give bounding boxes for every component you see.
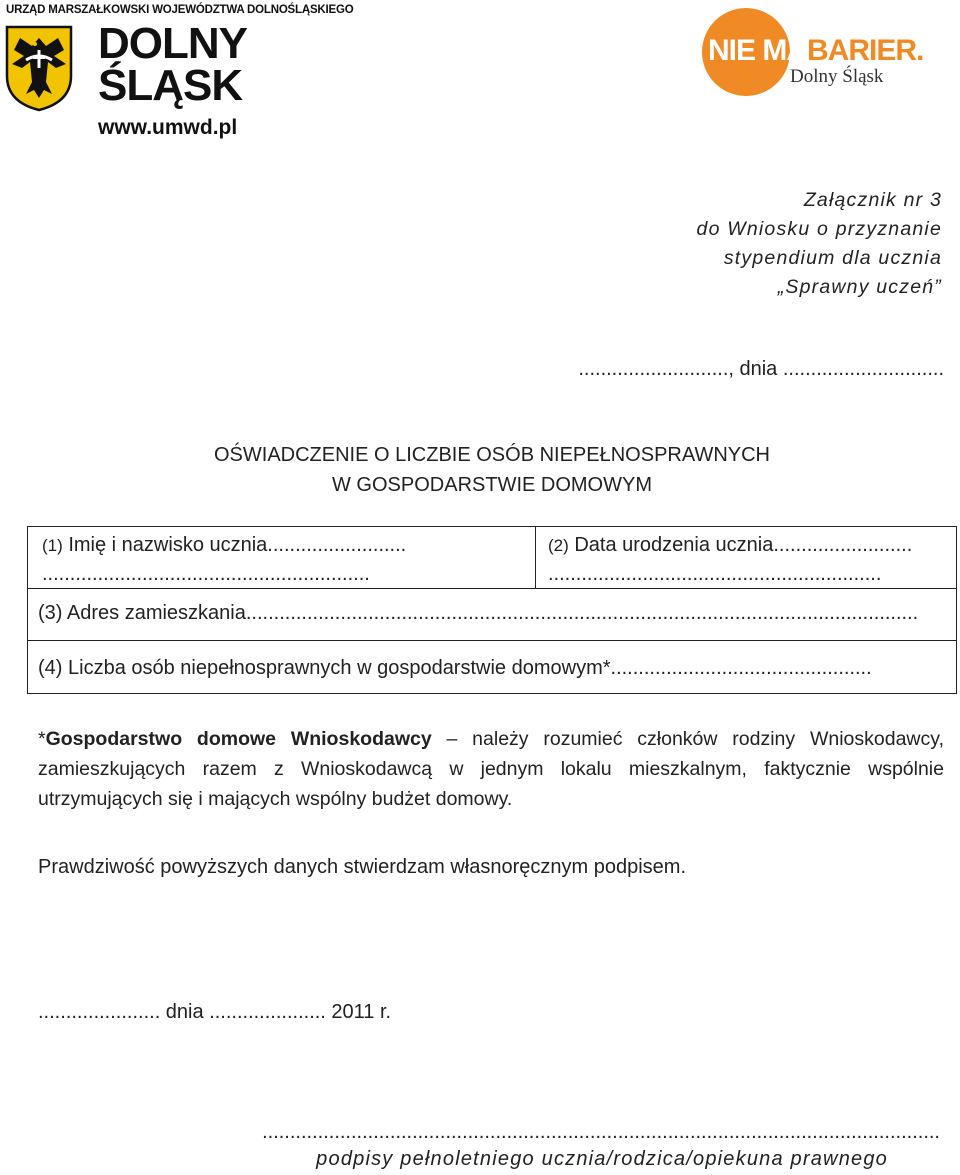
field-disabled-count[interactable]: (4) Liczba osób niepełnosprawnych w gospodarstwie domowym*...............................................	[38, 657, 872, 679]
attachment-line3: stypendium dla ucznia	[723, 247, 942, 269]
field2-number: (2)	[548, 536, 569, 555]
attachment-line4: „Sprawny uczeń”	[777, 276, 942, 298]
truth-statement: Prawdziwość powyższych danych stwierdzam własnoręcznym podpisem.	[38, 856, 687, 878]
field-birthdate-continuation[interactable]: ............................................................	[548, 563, 882, 585]
title-line1: OŚWIADCZENIE O LICZBIE OSÓB NIEPEŁNOSPRAWNYCH	[213, 444, 770, 466]
field1-text: Imię i nazwisko ucznia.........................	[68, 534, 407, 556]
campaign-logo-subtitle: Dolny Śląsk	[790, 66, 884, 87]
signature-line[interactable]: ..........................................................................................................................	[262, 1121, 940, 1143]
footnote-text: – należy rozumieć członków rodziny Wnioskodawcy, zamieszkujących razem z Wnioskodawcą w jednym lokalu mieszkalnym, faktycznie wspólnie utrzymujących się i mających wspólny budżet domowy.	[38, 728, 944, 810]
campaign-logo-part1: NIE MA	[708, 34, 807, 67]
logo-line2: ŚLĄSK	[98, 61, 243, 110]
eagle-coat-of-arms-icon	[4, 24, 74, 112]
dolny-slask-logo	[98, 19, 247, 110]
place-date-field[interactable]: ..........................., dnia .............................	[578, 358, 944, 380]
footnote	[38, 724, 944, 814]
field-address[interactable]: (3) Adres zamieszkania.........................................................................................................................	[38, 602, 919, 624]
cell-divider	[535, 527, 536, 589]
field-name-continuation[interactable]: ...........................................................	[42, 563, 370, 585]
website-link[interactable]: www.umwd.pl	[98, 116, 238, 139]
document-title	[0, 440, 960, 500]
campaign-logo-text	[708, 34, 923, 68]
campaign-logo-part2: BARIER.	[807, 34, 924, 67]
footnote-term: Gospodarstwo domowe Wnioskodawcy	[45, 728, 432, 750]
field-name-label[interactable]	[42, 531, 406, 560]
form-table	[27, 526, 957, 694]
attachment-line1: Załącznik nr 3	[803, 189, 942, 211]
attachment-note	[697, 186, 942, 302]
signature-date-field[interactable]: ...................... dnia ..................... 2011 r.	[38, 1001, 392, 1023]
signature-label: podpisy pełnoletniego ucznia/rodzica/opiekuna prawnego	[316, 1148, 888, 1170]
field2-text: Data urodzenia ucznia.........................	[574, 534, 913, 556]
row-divider	[28, 588, 956, 589]
footnote-marker: *	[38, 728, 46, 750]
attachment-line2: do Wniosku o przyznanie	[696, 218, 942, 240]
row-divider	[28, 640, 956, 641]
field1-number: (1)	[42, 536, 63, 555]
logo-line1: DOLNY	[98, 19, 247, 68]
field-birthdate-label[interactable]	[548, 531, 912, 560]
title-line2: W GOSPODARSTWIE DOMOWYM	[332, 474, 652, 496]
office-caption: URZĄD MARSZAŁKOWSKI WOJEWÓDZTWA DOLNOŚLĄSKIEGO	[6, 4, 354, 16]
